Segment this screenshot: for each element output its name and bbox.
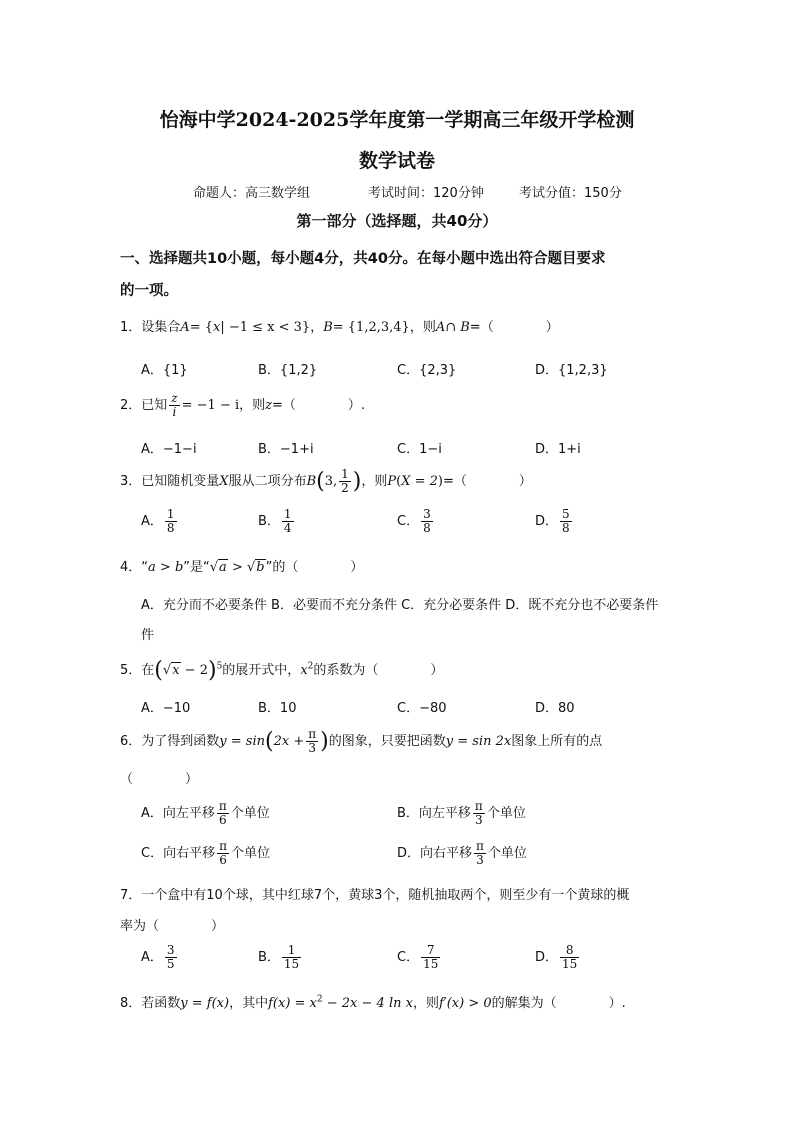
question-text: ”是“ [183, 560, 210, 575]
math-symbol: B [306, 474, 317, 489]
denominator: 6 [219, 813, 227, 827]
math-symbol: a [219, 560, 227, 575]
question-4: 4．“a > b”是“√a > √b”的（ ） [120, 560, 364, 575]
denominator: 5 [166, 957, 175, 971]
denominator: 8 [562, 521, 570, 535]
option-label: B． [258, 950, 280, 965]
answer-blank: 的系数为（ ） [313, 663, 444, 678]
denominator: 4 [283, 521, 292, 535]
question-text: 的展开式中， [222, 663, 301, 678]
math-symbol: f′(x) > 0 [438, 996, 492, 1011]
math-symbol: P [387, 474, 397, 489]
question-8 [120, 992, 626, 1011]
option-label: C． [397, 950, 420, 965]
option-d [397, 840, 527, 867]
numerator: π [476, 839, 484, 853]
option-d: D．80 [535, 701, 575, 716]
option-label: B． [258, 514, 280, 529]
answer-blank: =（ ）. [272, 398, 366, 413]
option-label: C．向右平移 [141, 846, 216, 861]
question-text: ，其中 [229, 996, 269, 1011]
question-2 [120, 392, 365, 419]
question-1 [120, 316, 559, 335]
option-suffix: 个单位 [486, 806, 526, 821]
option-a [141, 800, 270, 827]
question-3: 3．已知随机变量X服从二项分布B(3, $\frac{1}{2}$ )，则P(X = 2)=（ ） [120, 467, 532, 495]
numerator: π [308, 727, 317, 741]
instruction-line1: 一、选择题共10小题，每小题4分，共40分。在每小题中选出符合题目要求 [120, 251, 606, 267]
denominator: 3 [476, 853, 484, 867]
question-number: 5． [120, 663, 142, 678]
option-label: D． [535, 514, 559, 529]
question-number: 1． [120, 320, 142, 335]
math-symbol: y = f(x) [180, 996, 230, 1011]
math-symbol: − 2x − 4 ln x [322, 996, 413, 1011]
answer-blank: ”的（ ） [265, 560, 364, 575]
question-text: 设集合 [141, 320, 181, 335]
fraction [169, 392, 179, 419]
exam-time: 考试时间：120分钟 [368, 186, 484, 201]
option-a [141, 508, 179, 535]
option-c: C．−80 [397, 701, 447, 716]
question-7-cont: 率为（ ） [120, 919, 225, 934]
math-symbol: B [323, 320, 333, 335]
option-label: C． [397, 514, 420, 529]
option-c [141, 840, 270, 867]
math-text: = −1 − i，则 [181, 398, 266, 413]
question-text: 若函数 [141, 996, 181, 1011]
option-label: A． [141, 950, 163, 965]
option-d: D．{1,2,3} [535, 363, 608, 378]
math-symbol: A∩ B [435, 320, 470, 335]
math-text: | −1 ≤ x < 3}， [220, 320, 324, 335]
numerator: π [474, 799, 483, 813]
question-number: 4． [120, 560, 142, 575]
math-symbol: z [265, 398, 272, 413]
options-line: A．充分而不必要条件 B．必要而不充分条件 C．充分必要条件 D．既不充分也不必要条件 [141, 598, 659, 613]
fraction [339, 468, 351, 495]
option-a: A．−1−i [141, 442, 197, 457]
question-text: ，则 [412, 996, 439, 1011]
denominator: 15 [423, 957, 439, 971]
numerator: 5 [562, 507, 570, 521]
answer-blank: 的解集为（ ）. [491, 996, 626, 1011]
question-number: 2． [120, 398, 142, 413]
question-text: 为了得到函数 [141, 734, 220, 749]
numerator: z [171, 391, 178, 405]
question-text: 一个盒中有10个球，其中红球7个，黄球3个，随机抽取两个，则至少有一个黄球的概 [141, 888, 630, 903]
math-symbol: x [172, 663, 180, 678]
option-c [397, 944, 442, 971]
answer-blank: =（ ） [442, 474, 532, 489]
denominator: 8 [166, 521, 175, 535]
math-exponent: 2 [316, 994, 323, 1005]
option-a [141, 944, 179, 971]
numerator: 1 [283, 507, 292, 521]
option-suffix: 个单位 [487, 846, 527, 861]
math-symbol: y = sin 2x [445, 734, 512, 749]
question-5: 5．在$(√x - 2)^5$的展开式中，$x^2$的系数为（ ） [120, 658, 444, 683]
question-number: 8． [120, 996, 142, 1011]
denominator: 6 [219, 853, 227, 867]
option-c [397, 508, 435, 535]
option-label: D．向右平移 [397, 846, 473, 861]
question-number: 7． [120, 888, 142, 903]
option-label: B．向左平移 [397, 806, 471, 821]
denominator: i [172, 405, 177, 419]
math-exponent: 5 [216, 661, 223, 672]
option-b [258, 508, 296, 535]
option-b: B．10 [258, 701, 297, 716]
math-text: > [227, 560, 247, 575]
numerator: 7 [421, 944, 440, 958]
question-text: 的图象，只要把函数 [328, 734, 446, 749]
math-symbol: b [256, 560, 265, 575]
answer-blank: =（ ） [469, 320, 559, 335]
exam-subject: 数学试卷 [358, 150, 435, 172]
question-text: 已知随机变量 [141, 474, 220, 489]
exam-title: 怡海中学2024-2025学年度第一学期高三年级开学检测 [159, 109, 635, 131]
question-text: 已知 [141, 398, 168, 413]
option-a: A．−10 [141, 701, 191, 716]
numerator: π [219, 839, 227, 853]
math-text: − 2 [180, 663, 208, 678]
option-d [535, 508, 574, 535]
option-a: A．{1} [141, 363, 188, 378]
option-d [535, 944, 581, 971]
denominator: 3 [475, 813, 483, 827]
option-b [397, 800, 526, 827]
math-symbol: A [180, 320, 190, 335]
option-suffix: 个单位 [230, 806, 270, 821]
option-label: D． [535, 950, 559, 965]
numerator: π [218, 799, 227, 813]
question-6: 6．为了得到函数y = sin(2x + $\frac{\pi}{3}$ )的图象，只要把函数y = sin 2x图象上所有的点 [120, 727, 603, 755]
option-c: C．{2,3} [397, 363, 457, 378]
question-7 [120, 884, 629, 903]
option-label: A． [141, 514, 163, 529]
question-text: 在 [141, 663, 155, 678]
math-symbol: y = sin [219, 734, 265, 749]
numerator: 1 [341, 467, 349, 481]
option-b [258, 944, 303, 971]
math-exponent: 2 [307, 661, 314, 672]
numerator: 8 [560, 944, 579, 958]
question-number: 6． [120, 734, 142, 749]
question-text: “ [141, 560, 149, 575]
denominator: 8 [423, 521, 431, 535]
math-symbol: a > b [148, 560, 184, 575]
instruction-line2: 的一项。 [120, 283, 178, 299]
denominator: 3 [308, 741, 316, 755]
exam-score: 考试分值：150分 [519, 186, 622, 201]
question-text: 服从二项分布 [228, 474, 307, 489]
math-text: = {1,2,3,4}，则 [332, 320, 436, 335]
denominator: 15 [562, 957, 578, 971]
question-number: 3． [120, 474, 142, 489]
question-text: 图象上所有的点 [511, 734, 603, 749]
option-b: B．−1+i [258, 442, 314, 457]
numerator: 3 [423, 507, 431, 521]
math-symbol: f(x) = x [268, 996, 317, 1011]
part1-heading: 第一部分（选择题，共40分） [296, 212, 498, 230]
denominator: 2 [341, 481, 349, 495]
option-c: C．1−i [397, 442, 442, 457]
option-b: B．{1,2} [258, 363, 318, 378]
math-symbol: x [212, 320, 221, 335]
numerator: 1 [166, 507, 175, 521]
denominator: 15 [283, 957, 300, 971]
math-symbol: X [219, 474, 229, 489]
question-text: ，则 [361, 474, 388, 489]
math-symbol: x [300, 663, 308, 678]
answer-blank: （ ） [120, 772, 199, 787]
option-d: D．1+i [535, 442, 581, 457]
math-symbol: 2x + [273, 734, 305, 749]
option-suffix: 个单位 [230, 846, 270, 861]
math-symbol: X = 2 [401, 474, 438, 489]
numerator: 1 [282, 944, 301, 958]
options-line: 件 [141, 628, 155, 643]
exam-author: 命题人：高三数学组 [193, 186, 311, 201]
option-label: A．向左平移 [141, 806, 215, 821]
math-text: 3, [324, 474, 338, 489]
numerator: 3 [166, 943, 175, 957]
math-text: = { [189, 320, 213, 335]
